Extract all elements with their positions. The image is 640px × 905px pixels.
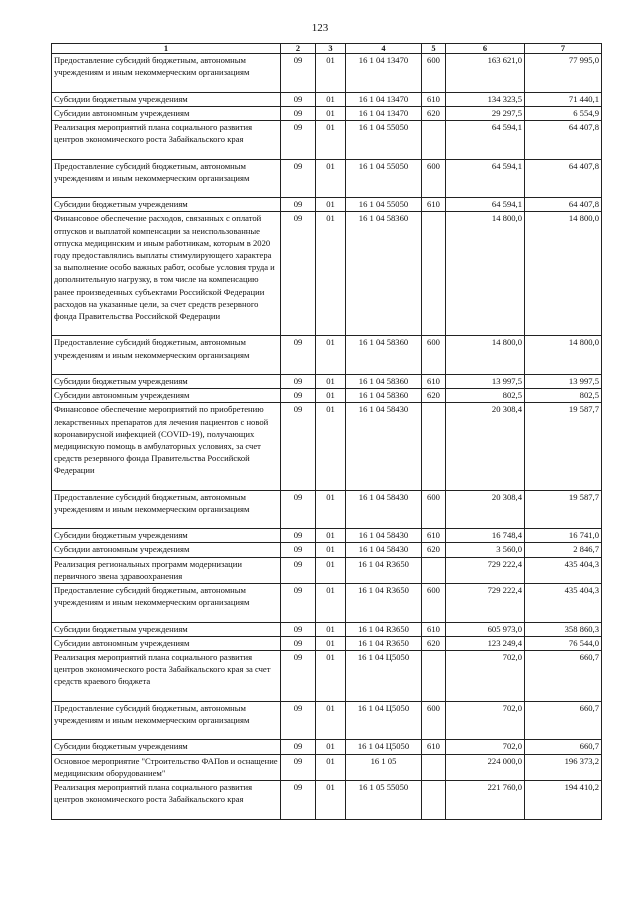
column-header: 1: [52, 44, 281, 54]
column-header: 3: [316, 44, 346, 54]
section-code-cell: 09: [281, 557, 316, 583]
target-article-cell: 16 1 04 58360: [346, 374, 422, 388]
section-code-cell: 09: [281, 120, 316, 159]
row-name-text: Субсидии бюджетным учреждениям: [54, 199, 188, 210]
target-article-cell: 16 1 05 55050: [346, 781, 422, 820]
target-article-cell: 16 1 04 Ц5050: [346, 701, 422, 740]
planned-amount-cell: 13 997,5: [446, 374, 525, 388]
planned-amount-cell: 29 297,5: [446, 106, 525, 120]
target-article-cell: 16 1 04 58360: [346, 336, 422, 375]
row-name-cell: [52, 336, 281, 375]
section-code-cell: 09: [281, 198, 316, 212]
target-article-cell: 16 1 04 58430: [346, 529, 422, 543]
subsection-code-cell: 01: [316, 374, 346, 388]
row-name-cell: [52, 159, 281, 198]
subsection-code-cell: 01: [316, 701, 346, 740]
table-row: [52, 120, 602, 159]
planned-amount-cell: 123 249,4: [446, 636, 525, 650]
row-name-text: Основное мероприятие "Строительство ФАПов и оснащение медицинским оборудованием": [54, 755, 278, 778]
table-row: [52, 781, 602, 820]
expense-type-cell: 610: [422, 740, 446, 754]
section-code-cell: 09: [281, 212, 316, 336]
executed-amount-cell: 77 995,0: [525, 54, 602, 93]
row-name-text: Субсидии бюджетным учреждениям: [54, 375, 188, 386]
expense-type-cell: 610: [422, 92, 446, 106]
row-name-text: Субсидии автономным учреждениям: [54, 637, 190, 648]
row-name-cell: [52, 740, 281, 754]
row-name-text: Субсидии бюджетным учреждениям: [54, 623, 188, 634]
section-code-cell: 09: [281, 403, 316, 490]
table-body: [52, 54, 602, 820]
planned-amount-cell: 729 222,4: [446, 584, 525, 623]
subsection-code-cell: 01: [316, 781, 346, 820]
row-name-cell: [52, 374, 281, 388]
planned-amount-cell: 134 323,5: [446, 92, 525, 106]
table-row: [52, 584, 602, 623]
row-name-text: Предоставление субсидий бюджетным, автономным учреждениям и иным некоммерческим организациям: [54, 702, 250, 726]
table-row: [52, 336, 602, 375]
planned-amount-cell: 702,0: [446, 651, 525, 702]
row-name-text: Субсидии бюджетным учреждениям: [54, 741, 188, 752]
section-code-cell: 09: [281, 490, 316, 529]
target-article-cell: 16 1 04 55050: [346, 120, 422, 159]
row-name-cell: [52, 106, 281, 120]
subsection-code-cell: 01: [316, 636, 346, 650]
section-code-cell: 09: [281, 92, 316, 106]
table-row: [52, 557, 602, 583]
section-code-cell: 09: [281, 159, 316, 198]
expense-type-cell: 600: [422, 54, 446, 93]
subsection-code-cell: 01: [316, 651, 346, 702]
row-name-text: Реализация мероприятий плана социального развития центров экономического роста Забайкальского края за счет средств краевого бюджета: [54, 652, 271, 687]
planned-amount-cell: 605 973,0: [446, 622, 525, 636]
executed-amount-cell: 64 407,8: [525, 120, 602, 159]
target-article-cell: 16 1 04 58430: [346, 543, 422, 557]
executed-amount-cell: 19 587,7: [525, 490, 602, 529]
section-code-cell: 09: [281, 336, 316, 375]
row-name-text: Предоставление субсидий бюджетным, автономным учреждениям и иным некоммерческим организациям: [54, 55, 250, 78]
target-article-cell: 16 1 04 58430: [346, 490, 422, 529]
table-row: [52, 636, 602, 650]
executed-amount-cell: 16 741,0: [525, 529, 602, 543]
expense-type-cell: [422, 212, 446, 336]
row-name-text: Предоставление субсидий бюджетным, автономным учреждениям и иным некоммерческим организациям: [54, 491, 250, 514]
subsection-code-cell: 01: [316, 389, 346, 403]
row-name-cell: [52, 781, 281, 820]
planned-amount-cell: 702,0: [446, 701, 525, 740]
executed-amount-cell: 14 800,0: [525, 336, 602, 375]
row-name-cell: [52, 543, 281, 557]
expense-type-cell: 610: [422, 529, 446, 543]
planned-amount-cell: 20 308,4: [446, 403, 525, 490]
planned-amount-cell: 64 594,1: [446, 159, 525, 198]
row-name-cell: [52, 622, 281, 636]
row-name-text: Субсидии автономным учреждениям: [54, 390, 190, 401]
table-row: [52, 54, 602, 93]
target-article-cell: 16 1 04 58430: [346, 403, 422, 490]
executed-amount-cell: 660,7: [525, 740, 602, 754]
subsection-code-cell: 01: [316, 543, 346, 557]
target-article-cell: 16 1 04 R3650: [346, 622, 422, 636]
section-code-cell: 09: [281, 781, 316, 820]
section-code-cell: 09: [281, 106, 316, 120]
executed-amount-cell: 64 407,8: [525, 159, 602, 198]
target-article-cell: 16 1 04 Ц5050: [346, 740, 422, 754]
executed-amount-cell: 435 404,3: [525, 557, 602, 583]
expense-type-cell: 600: [422, 159, 446, 198]
table-row: [52, 543, 602, 557]
executed-amount-cell: 358 860,3: [525, 622, 602, 636]
row-name-cell: [52, 490, 281, 529]
expense-type-cell: 600: [422, 701, 446, 740]
planned-amount-cell: 729 222,4: [446, 557, 525, 583]
expense-type-cell: [422, 781, 446, 820]
row-name-text: Реализация мероприятий плана социального развития центров экономического роста Забайкальского края: [54, 782, 253, 805]
planned-amount-cell: 20 308,4: [446, 490, 525, 529]
target-article-cell: 16 1 04 R3650: [346, 557, 422, 583]
expense-type-cell: [422, 651, 446, 702]
table-row: [52, 106, 602, 120]
row-name-cell: [52, 701, 281, 740]
table-row: [52, 490, 602, 529]
subsection-code-cell: 01: [316, 54, 346, 93]
expense-type-cell: 610: [422, 374, 446, 388]
table-row: [52, 198, 602, 212]
expense-type-cell: 610: [422, 622, 446, 636]
table-row: [52, 651, 602, 702]
expense-type-cell: 620: [422, 106, 446, 120]
target-article-cell: 16 1 04 55050: [346, 198, 422, 212]
executed-amount-cell: 2 846,7: [525, 543, 602, 557]
section-code-cell: 09: [281, 529, 316, 543]
section-code-cell: 09: [281, 701, 316, 740]
section-code-cell: 09: [281, 651, 316, 702]
expense-type-cell: 610: [422, 198, 446, 212]
subsection-code-cell: 01: [316, 106, 346, 120]
target-article-cell: 16 1 04 13470: [346, 54, 422, 93]
planned-amount-cell: 64 594,1: [446, 198, 525, 212]
table-row: [52, 529, 602, 543]
executed-amount-cell: 660,7: [525, 701, 602, 740]
row-name-cell: [52, 584, 281, 623]
target-article-cell: 16 1 04 Ц5050: [346, 651, 422, 702]
subsection-code-cell: 01: [316, 584, 346, 623]
executed-amount-cell: 194 410,2: [525, 781, 602, 820]
subsection-code-cell: 01: [316, 557, 346, 583]
table-row: [52, 622, 602, 636]
planned-amount-cell: 3 560,0: [446, 543, 525, 557]
target-article-cell: 16 1 05: [346, 754, 422, 780]
planned-amount-cell: 16 748,4: [446, 529, 525, 543]
section-code-cell: 09: [281, 636, 316, 650]
row-name-cell: [52, 636, 281, 650]
row-name-cell: [52, 529, 281, 543]
row-name-text: Финансовое обеспечение расходов, связанных с оплатой отпусков и выплатой компенсации за неиспользованные отпуска медицинским и иным работникам, которым в 2020 году предоставлялись выплаты стимулирующего характера за выполнение особо важных работ, особые условия труда и дополнительную нагрузку, в том числе на компенсацию ранее произведенных субъектами Российской Федерации расходов на указанные цели, за счет средств резервного фонда Правительства Российской Федерации: [54, 213, 275, 321]
executed-amount-cell: 76 544,0: [525, 636, 602, 650]
row-name-text: Финансовое обеспечение мероприятий по приобретению лекарственных препаратов для лечения пациентов с новой коронавирусной инфекцией (COVID-19), получающих медицинскую помощь в амбулаторных условиях, за счет средств резервного фонда Правительства Российской Федерации: [54, 404, 269, 476]
row-name-cell: [52, 754, 281, 780]
table-row: [52, 92, 602, 106]
executed-amount-cell: 435 404,3: [525, 584, 602, 623]
row-name-cell: [52, 212, 281, 336]
section-code-cell: 09: [281, 374, 316, 388]
expense-type-cell: [422, 120, 446, 159]
column-header: 7: [525, 44, 602, 54]
expense-type-cell: [422, 754, 446, 780]
table-row: [52, 212, 602, 336]
subsection-code-cell: 01: [316, 740, 346, 754]
executed-amount-cell: 14 800,0: [525, 212, 602, 336]
target-article-cell: 16 1 04 58360: [346, 212, 422, 336]
expense-type-cell: 600: [422, 584, 446, 623]
target-article-cell: 16 1 04 58360: [346, 389, 422, 403]
row-name-cell: [52, 557, 281, 583]
target-article-cell: 16 1 04 R3650: [346, 584, 422, 623]
table-row: [52, 754, 602, 780]
table-row: [52, 389, 602, 403]
target-article-cell: 16 1 04 13470: [346, 106, 422, 120]
section-code-cell: 09: [281, 740, 316, 754]
target-article-cell: 16 1 04 R3650: [346, 636, 422, 650]
subsection-code-cell: 01: [316, 622, 346, 636]
subsection-code-cell: 01: [316, 754, 346, 780]
row-name-text: Субсидии бюджетным учреждениям: [54, 93, 188, 104]
executed-amount-cell: 19 587,7: [525, 403, 602, 490]
row-name-cell: [52, 651, 281, 702]
expense-type-cell: 620: [422, 389, 446, 403]
planned-amount-cell: 221 760,0: [446, 781, 525, 820]
expense-type-cell: 620: [422, 636, 446, 650]
planned-amount-cell: 163 621,0: [446, 54, 525, 93]
column-header: 4: [346, 44, 422, 54]
budget-table: [51, 43, 602, 820]
row-name-cell: [52, 389, 281, 403]
row-name-text: Субсидии бюджетным учреждениям: [54, 530, 188, 541]
subsection-code-cell: 01: [316, 336, 346, 375]
subsection-code-cell: 01: [316, 198, 346, 212]
target-article-cell: 16 1 04 13470: [346, 92, 422, 106]
table-row: [52, 403, 602, 490]
expense-type-cell: 600: [422, 490, 446, 529]
section-code-cell: 09: [281, 54, 316, 93]
row-name-text: Субсидии автономным учреждениям: [54, 544, 190, 555]
executed-amount-cell: 6 554,9: [525, 106, 602, 120]
table-header-row: [52, 44, 602, 54]
planned-amount-cell: 802,5: [446, 389, 525, 403]
row-name-cell: [52, 92, 281, 106]
row-name-text: Предоставление субсидий бюджетным, автономным учреждениям и иным некоммерческим организациям: [54, 337, 250, 360]
subsection-code-cell: 01: [316, 120, 346, 159]
row-name-cell: [52, 54, 281, 93]
subsection-code-cell: 01: [316, 490, 346, 529]
subsection-code-cell: 01: [316, 92, 346, 106]
planned-amount-cell: 64 594,1: [446, 120, 525, 159]
section-code-cell: 09: [281, 543, 316, 557]
table-row: [52, 159, 602, 198]
section-code-cell: 09: [281, 584, 316, 623]
subsection-code-cell: 01: [316, 529, 346, 543]
subsection-code-cell: 01: [316, 159, 346, 198]
column-header: 2: [281, 44, 316, 54]
executed-amount-cell: 802,5: [525, 389, 602, 403]
executed-amount-cell: 71 440,1: [525, 92, 602, 106]
planned-amount-cell: 14 800,0: [446, 336, 525, 375]
table-row: [52, 374, 602, 388]
row-name-text: Предоставление субсидий бюджетным, автономным учреждениям и иным некоммерческим организациям: [54, 160, 250, 183]
expense-type-cell: 620: [422, 543, 446, 557]
column-header: 6: [446, 44, 525, 54]
row-name-text: Субсидии автономным учреждениям: [54, 107, 190, 118]
target-article-cell: 16 1 04 55050: [346, 159, 422, 198]
row-name-text: Реализация региональных программ модернизации первичного звена здравоохранения: [54, 558, 242, 581]
row-name-text: Предоставление субсидий бюджетным, автономным учреждениям и иным некоммерческим организациям: [54, 585, 250, 608]
executed-amount-cell: 660,7: [525, 651, 602, 702]
subsection-code-cell: 01: [316, 403, 346, 490]
expense-type-cell: [422, 403, 446, 490]
planned-amount-cell: 224 000,0: [446, 754, 525, 780]
executed-amount-cell: 196 373,2: [525, 754, 602, 780]
section-code-cell: 09: [281, 389, 316, 403]
section-code-cell: 09: [281, 754, 316, 780]
expense-type-cell: [422, 557, 446, 583]
column-header: 5: [422, 44, 446, 54]
expense-type-cell: 600: [422, 336, 446, 375]
row-name-cell: [52, 120, 281, 159]
subsection-code-cell: 01: [316, 212, 346, 336]
row-name-cell: [52, 403, 281, 490]
row-name-cell: [52, 198, 281, 212]
row-name-text: Реализация мероприятий плана социального развития центров экономического роста Забайкальского края: [54, 121, 253, 145]
executed-amount-cell: 64 407,8: [525, 198, 602, 212]
planned-amount-cell: 702,0: [446, 740, 525, 754]
planned-amount-cell: 14 800,0: [446, 212, 525, 336]
table-row: [52, 701, 602, 740]
executed-amount-cell: 13 997,5: [525, 374, 602, 388]
table-row: [52, 740, 602, 754]
page-number: 123: [311, 22, 329, 34]
section-code-cell: 09: [281, 622, 316, 636]
